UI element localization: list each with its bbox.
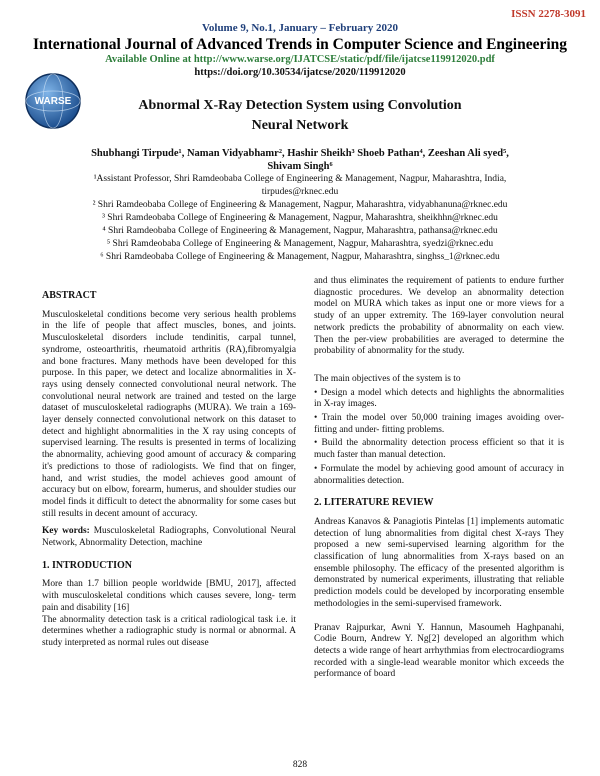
keywords-text: Musculoskeletal Radiographs, Convolutional Neural Network, Abnormality Detection, machine bbox=[42, 526, 296, 549]
left-column bbox=[42, 290, 296, 656]
affiliation-6: ⁶ Shri Ramdeobaba College of Engineering & Management, Nagpur, Maharashtra, singhss_1@rknec.edu bbox=[100, 252, 500, 262]
affiliation-5: ⁵ Shri Ramdeobaba College of Engineering & Management, Nagpur, Maharashtra, syedzi@rknec.edu bbox=[106, 239, 494, 249]
objective-item: • Build the abnormality detection process efficient so that it is much faster than manual detection. bbox=[314, 438, 564, 461]
volume-line: Volume 9, No.1, January – February 2020 bbox=[201, 22, 399, 34]
intro-heading: 1. INTRODUCTION bbox=[42, 559, 133, 571]
abstract-text: Musculoskeletal conditions become very serious health problems in the life of people that affect muscles, bones, and joints. Musculoskeletal disorders include tendinitis, carpal tunnel, syndrome, osteoarthritis, rheumatoid arthritis (RA),fibromyalgia and bone fractures. Many methods have been developed for this purpose. In this paper, we detect and localize abnormalities in X-rays using densely connected convolutional neural network. The convolutional neural network are trained and tested on the large dataset of musculoskeletal radiographs (MURA). We train a 169-layer densely connected convolutional network on this dataset to detect and highlight abnormalities in the X ray using concepts of supervised learning. The results is presented in terms of localizing the abnormality, achieving good amount of accuracy & comparing it's predictions to those of radiologists. We find that on finger, hand, and wrist studies, the model achieves good amount of accuracy but on elbow, forearm, humerus, and shoulder studies our model finds it difficult to detect the abnormality for some cases but still results in decent amount of accuracy. bbox=[42, 309, 296, 519]
right-column bbox=[314, 276, 564, 687]
warse-logo bbox=[24, 72, 82, 130]
affiliations bbox=[40, 173, 560, 264]
intro-paragraph-1: More than 1.7 billion people worldwide [BMU, 2017], affected with musculoskeletal conditions which causes severe, long- term pain and disability [16] bbox=[42, 579, 296, 613]
authors-line-2: Shivam Singh⁶ bbox=[267, 161, 333, 172]
intro-continued: and thus eliminates the requirement of patients to endure further diagnostic procedures. We develop an abnormality detection model on MURA which takes as input one or more views for a study of an upper extremity. The 169-layer convolution neural network predicts the probability of abnormality on each view. Then the per-view probabilities are averaged to determine the probability of abnormality for the study. bbox=[314, 276, 564, 357]
abstract-heading: ABSTRACT bbox=[42, 290, 97, 301]
issn: ISSN 2278-3091 bbox=[511, 8, 586, 20]
journal-name: International Journal of Advanced Trends in Computer Science and Engineering bbox=[32, 36, 568, 53]
doi-link[interactable]: https://doi.org/10.30534/ijatcse/2020/119912020 bbox=[194, 67, 406, 78]
paper-title bbox=[100, 96, 500, 136]
literature-paragraph-2: Pranav Rajpurkar, Awni Y. Hannun, Masoumeh Haghpanahi, Codie Bourn, Andrew Y. Ng[2] developed an algorithm which detects a wide range of heart arrhythmias from electrocardiograms recorded with a single-lead wearable monitor which exceeds the performance of board bbox=[314, 622, 564, 680]
literature-heading: 2. LITERATURE REVIEW bbox=[314, 497, 434, 509]
intro-paragraph-2: The abnormality detection task is a critical radiological task i.e. it determines whether a radiographic study is normal or abnormal. A study interpreted as normal rules out disease bbox=[42, 614, 296, 648]
affiliation-2: ² Shri Ramdeobaba College of Engineering & Management, Nagpur, Maharashtra, vidyabhanuna@rknec.edu bbox=[92, 200, 508, 210]
title-line-2: Neural Network bbox=[251, 118, 349, 133]
logo-text: WARSE bbox=[34, 96, 72, 107]
available-online-link[interactable]: Available Online at http://www.warse.org/IJATCSE/static/pdf/file/ijatcse119912020.pdf bbox=[105, 54, 495, 65]
keywords bbox=[42, 526, 296, 549]
authors-line-1: Shubhangi Tirpude¹, Naman Vidyabhamr², Hashir Sheikh³ Shoeb Pathan⁴, Zeeshan Ali syed⁵, bbox=[91, 148, 509, 159]
objectives-intro: The main objectives of the system is to bbox=[314, 373, 461, 384]
affiliation-1-email: tirpudes@rknec.edu bbox=[261, 187, 339, 197]
literature-paragraph-1: Andreas Kanavos & Panagiotis Pintelas [1] implements automatic detection of lung abnormalities from digital chest X-rays They proposed a new semi-supervised learning algorithm for the classification of lung abnormalities from X-rays based on an ensemble philosophy. The efficacy of the presented algorithm is demonstrated by numerical experiments, illustrating that reliable prediction models could be developed by incorporating ensemble methodologies in the semi-supervised framework. bbox=[314, 516, 564, 609]
affiliation-1: ¹Assistant Professor, Shri Ramdeobaba College of Engineering & Management, Nagpur, Maharashtra, India, bbox=[93, 174, 507, 184]
objective-item: • Train the model over 50,000 training images avoiding over-fitting and under- fitting problems. bbox=[314, 413, 564, 436]
authors bbox=[90, 147, 510, 173]
affiliation-3: ³ Shri Ramdeobaba College of Engineering & Management, Nagpur, Maharashtra, sheikhhn@rknec.edu bbox=[102, 213, 498, 223]
keywords-label: Key words: bbox=[42, 526, 90, 537]
objective-item: • Formulate the model by achieving good amount of accuracy in abnormalities detection. bbox=[314, 464, 564, 487]
page-number: 828 bbox=[292, 760, 308, 770]
objectives-list bbox=[314, 388, 564, 488]
affiliation-4: ⁴ Shri Ramdeobaba College of Engineering & Management, Nagpur, Maharashtra, pathansa@rknec.edu bbox=[102, 226, 498, 236]
objective-item: • Design a model which detects and highlights the abnormalities in X-ray images. bbox=[314, 388, 564, 411]
title-line-1: Abnormal X-Ray Detection System using Convolution bbox=[138, 98, 462, 113]
